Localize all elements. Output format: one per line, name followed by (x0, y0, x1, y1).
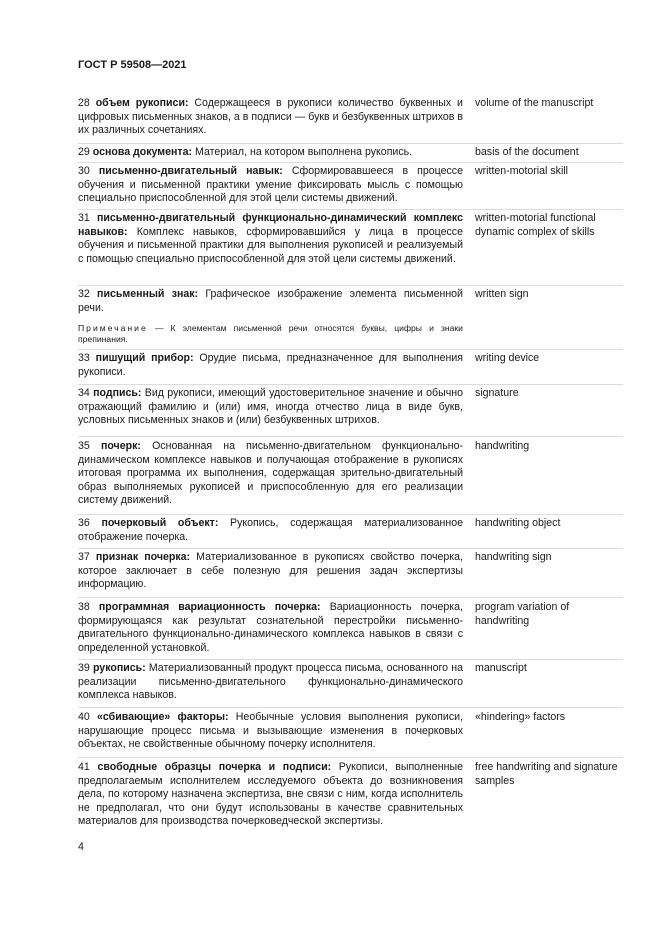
term-entry-31 (78, 212, 463, 266)
term-entry-34 (78, 387, 463, 428)
term-entry-35 (78, 440, 463, 508)
term-definition: 29 основа документа: Материал, на котором выполнена рукопись. (78, 146, 413, 158)
term-entry-32 (78, 288, 463, 345)
entry-divider (78, 757, 623, 758)
term-entry-29 (78, 146, 463, 160)
term-definition: 33 пишущий прибор: Орудие письма, предназначенное для выполнения рукописи. (78, 352, 463, 378)
term-definition: 39 рукопись: Материализованный продукт процесса письма, основанного на реализации письменно-двигательного функционально-динамического комплекса навыков. (78, 662, 463, 702)
english-equivalent-41: free handwriting and signature samples (475, 761, 618, 787)
term-definition: 40 «сбивающие» факторы: Необычные условия выполнения рукописи, нарушающие процесс письма и вызывающие изменения в почерковых объектах, не свойственные обычному почерку исполнителя. (78, 711, 463, 751)
term-entry-40 (78, 711, 463, 752)
english-equivalent-38: program variation of handwriting (475, 601, 570, 627)
term-entry-37 (78, 551, 463, 592)
entry-divider (78, 143, 623, 144)
english-equivalent-32: written sign (475, 288, 529, 300)
term-entry-30 (78, 165, 463, 206)
entry-divider (78, 514, 623, 515)
entry-divider (78, 209, 623, 210)
term-definition: 32 письменный знак: Графическое изображение элемента письменной речи. (78, 288, 463, 314)
term-definition: 31 письменно-двигательный функционально-динамический комплекс навыков: Комплекс навыков, сформировавшийся у лица в процессе обучения и письменной практики для выполнения рукописей и реализуемый с помощью специально приспособленной для этой цели системы движений. (78, 212, 463, 265)
note-label: Примечание (78, 323, 148, 334)
term-definition: 30 письменно-двигательный навык: Сформировавшееся в процессе обучения и письменной практики умение фиксировать мысль с помощью специально приспособленной для этой цели системы движений. (78, 165, 463, 205)
entry-divider (78, 436, 623, 437)
term-definition: 41 свободные образцы почерка и подписи: Рукописи, выполненные предполагаемым исполнителем исследуемого объекта до возникновения дела, по которому назначена экспертиза, вне связи с ним, когда исполнитель не предполагал, что они будут использованы в качестве сравнительных материалов для производства почерковедческой экспертизы. (78, 761, 463, 828)
english-equivalent-34: signature (475, 387, 519, 399)
english-equivalent-28: volume of the manuscript (475, 97, 594, 109)
english-equivalent-29: basis of the document (475, 146, 579, 158)
english-equivalent-40: «hindering» factors (475, 711, 566, 723)
entry-divider (78, 548, 623, 549)
term-entry-33 (78, 352, 463, 379)
term-entry-38 (78, 601, 463, 655)
entry-divider (78, 707, 623, 708)
term-entry-28 (78, 97, 463, 138)
entry-divider (78, 597, 623, 598)
term-definition: 35 почерк: Основанная на письменно-двигательном функционально-динамическом комплексе навыков и получающая отображение в рукописях итоговая программа их выполнения, содержащая зрительно-двигательный образ выполняемых рукописей и приспособленную для его реализации систему движений. (78, 440, 463, 507)
term-definition: 34 подпись: Вид рукописи, имеющий удостоверительное значение и обычно отражающий фамилию и (или) имя, иногда отчество лица в виде букв, условных письменных знаков и (или) безбуквенных штрихов. (78, 387, 464, 427)
entry-divider (78, 285, 623, 286)
english-equivalent-31: written-motorial functional dynamic complex of skills (475, 212, 596, 238)
english-equivalent-37: handwriting sign (475, 551, 552, 563)
term-definition: 38 программная вариационность почерка: Вариационность почерка, формирующаяся как результат сознательной перестройки письменно-двигательного функционально-динамического комплекса навыков в связи с определенной установкой. (78, 601, 463, 654)
page-number: 4 (78, 841, 84, 853)
term-definition: 37 признак почерка: Материализованное в рукописях свойство почерка, которое заключает в себе полезную для решения задач экспертизы информацию. (78, 551, 463, 591)
term-entry-36 (78, 517, 463, 544)
entry-divider (78, 349, 623, 350)
term-entry-41 (78, 761, 463, 829)
document-header: ГОСТ Р 59508—2021 (78, 59, 187, 71)
english-equivalent-30: written-motorial skill (475, 165, 569, 177)
term-definition: 36 почерковый объект: Рукопись, содержащая материализованное отображение почерка. (78, 517, 463, 543)
english-equivalent-33: writing device (475, 352, 540, 364)
entry-divider (78, 384, 623, 385)
english-equivalent-39: manuscript (475, 662, 527, 674)
entry-divider (78, 659, 623, 660)
english-equivalent-36: handwriting object (475, 517, 561, 529)
entry-divider (78, 162, 623, 163)
term-definition: 28 объем рукописи: Содержащееся в рукописи количество буквенных и цифровых письменных знаков, а в подписи — букв и безбуквенных штрихов в их различных сочетаниях. (78, 97, 463, 137)
term-note: Примечание — К элементам письменной речи относятся буквы, цифры и знаки препинания. (78, 323, 463, 345)
term-entry-39 (78, 662, 463, 703)
english-equivalent-35: handwriting (475, 440, 530, 452)
